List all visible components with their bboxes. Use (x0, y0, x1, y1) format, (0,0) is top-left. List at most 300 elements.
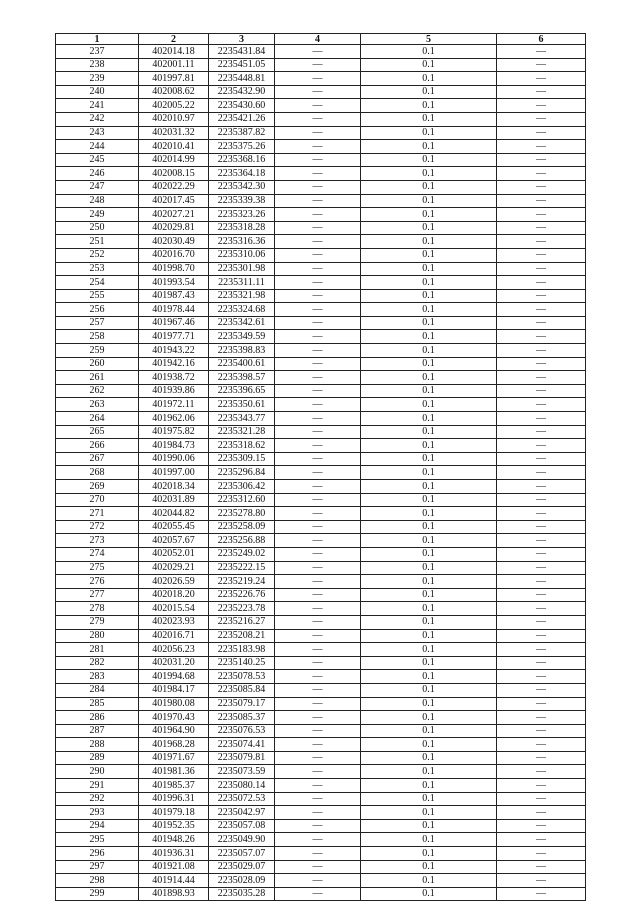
table-cell-col-6: — (497, 303, 586, 317)
table-cell-col-6: — (497, 819, 586, 833)
table-cell-col-1: 271 (56, 507, 139, 521)
table-cell-col-3: 2235343.77 (209, 412, 275, 426)
table-cell-col-1: 255 (56, 289, 139, 303)
table-cell-col-2: 401972.11 (139, 398, 209, 412)
table-row (56, 466, 586, 480)
table-cell-col-4: — (275, 330, 361, 344)
table-body (56, 45, 586, 901)
table-cell-col-5: 0.1 (361, 248, 497, 262)
table-cell-col-1: 293 (56, 806, 139, 820)
table-cell-col-5: 0.1 (361, 874, 497, 888)
table-cell-col-2: 402055.45 (139, 520, 209, 534)
table-cell-col-4: — (275, 303, 361, 317)
table-cell-col-4: — (275, 847, 361, 861)
table-cell-col-4: — (275, 384, 361, 398)
table-cell-col-1: 240 (56, 85, 139, 99)
table-cell-col-4: — (275, 167, 361, 181)
table-row (56, 153, 586, 167)
table-cell-col-1: 283 (56, 670, 139, 684)
table-cell-col-1: 251 (56, 235, 139, 249)
table-row (56, 874, 586, 888)
table-cell-col-2: 401979.18 (139, 806, 209, 820)
table-cell-col-1: 276 (56, 575, 139, 589)
table-cell-col-3: 2235226.76 (209, 588, 275, 602)
table-row (56, 751, 586, 765)
table-row (56, 452, 586, 466)
table-cell-col-3: 2235350.61 (209, 398, 275, 412)
table-cell-col-6: — (497, 208, 586, 222)
table-cell-col-1: 263 (56, 398, 139, 412)
table-cell-col-2: 402027.21 (139, 208, 209, 222)
table-cell-col-1: 246 (56, 167, 139, 181)
table-cell-col-6: — (497, 874, 586, 888)
table-cell-col-5: 0.1 (361, 860, 497, 874)
table-cell-col-4: — (275, 126, 361, 140)
table-cell-col-2: 401980.08 (139, 697, 209, 711)
table-row (56, 711, 586, 725)
table-cell-col-6: — (497, 643, 586, 657)
table-cell-col-4: — (275, 547, 361, 561)
table-row (56, 779, 586, 793)
table-cell-col-3: 2235342.61 (209, 316, 275, 330)
table-cell-col-5: 0.1 (361, 303, 497, 317)
table-cell-col-5: 0.1 (361, 153, 497, 167)
table-cell-col-4: — (275, 221, 361, 235)
table-row (56, 289, 586, 303)
table-row (56, 425, 586, 439)
table-cell-col-5: 0.1 (361, 194, 497, 208)
table-cell-col-5: 0.1 (361, 615, 497, 629)
table-cell-col-5: 0.1 (361, 493, 497, 507)
table-cell-col-5: 0.1 (361, 847, 497, 861)
table-cell-col-4: — (275, 58, 361, 72)
table-cell-col-3: 2235029.07 (209, 860, 275, 874)
table-cell-col-6: — (497, 262, 586, 276)
table-cell-col-5: 0.1 (361, 167, 497, 181)
table-cell-col-2: 401968.28 (139, 738, 209, 752)
table-cell-col-6: — (497, 765, 586, 779)
table-cell-col-4: — (275, 344, 361, 358)
table-cell-col-2: 402008.15 (139, 167, 209, 181)
table-row (56, 371, 586, 385)
table-cell-col-5: 0.1 (361, 221, 497, 235)
table-cell-col-3: 2235364.18 (209, 167, 275, 181)
table-cell-col-6: — (497, 398, 586, 412)
table-cell-col-2: 401938.72 (139, 371, 209, 385)
table-cell-col-6: — (497, 316, 586, 330)
header-row (56, 34, 586, 45)
table-cell-col-5: 0.1 (361, 765, 497, 779)
table-cell-col-5: 0.1 (361, 316, 497, 330)
table-cell-col-2: 401990.06 (139, 452, 209, 466)
table-row (56, 248, 586, 262)
table-cell-col-2: 402031.89 (139, 493, 209, 507)
table-cell-col-5: 0.1 (361, 575, 497, 589)
table-row (56, 765, 586, 779)
table-cell-col-1: 254 (56, 276, 139, 290)
table-cell-col-4: — (275, 425, 361, 439)
table-cell-col-2: 401978.44 (139, 303, 209, 317)
table-cell-col-2: 402029.81 (139, 221, 209, 235)
table-cell-col-1: 278 (56, 602, 139, 616)
table-cell-col-5: 0.1 (361, 208, 497, 222)
table-cell-col-6: — (497, 439, 586, 453)
table-cell-col-6: — (497, 534, 586, 548)
table-cell-col-6: — (497, 330, 586, 344)
table-row (56, 738, 586, 752)
table-cell-col-3: 2235035.28 (209, 887, 275, 901)
table-cell-col-4: — (275, 262, 361, 276)
table-cell-col-1: 288 (56, 738, 139, 752)
table-cell-col-1: 262 (56, 384, 139, 398)
table-cell-col-6: — (497, 751, 586, 765)
table-cell-col-1: 266 (56, 439, 139, 453)
table-cell-col-1: 279 (56, 615, 139, 629)
table-cell-col-5: 0.1 (361, 72, 497, 86)
table-cell-col-4: — (275, 99, 361, 113)
table-cell-col-5: 0.1 (361, 779, 497, 793)
table-cell-col-1: 299 (56, 887, 139, 901)
table-cell-col-4: — (275, 751, 361, 765)
table-cell-col-5: 0.1 (361, 751, 497, 765)
table-cell-col-1: 258 (56, 330, 139, 344)
table-cell-col-5: 0.1 (361, 112, 497, 126)
table-cell-col-1: 270 (56, 493, 139, 507)
table-cell-col-1: 250 (56, 221, 139, 235)
table-cell-col-4: — (275, 711, 361, 725)
table-cell-col-2: 401997.81 (139, 72, 209, 86)
column-header-1: 1 (56, 34, 139, 45)
table-cell-col-2: 402017.45 (139, 194, 209, 208)
table-cell-col-6: — (497, 126, 586, 140)
table-cell-col-6: — (497, 588, 586, 602)
table-cell-col-6: — (497, 344, 586, 358)
table-cell-col-2: 401948.26 (139, 833, 209, 847)
table-cell-col-6: — (497, 194, 586, 208)
table-cell-col-2: 402026.59 (139, 575, 209, 589)
table-cell-col-2: 402005.22 (139, 99, 209, 113)
table-row (56, 792, 586, 806)
table-cell-col-6: — (497, 887, 586, 901)
table-cell-col-4: — (275, 629, 361, 643)
table-row (56, 575, 586, 589)
table-cell-col-6: — (497, 779, 586, 793)
table-cell-col-3: 2235448.81 (209, 72, 275, 86)
table-row (56, 316, 586, 330)
table-cell-col-5: 0.1 (361, 697, 497, 711)
table-cell-col-6: — (497, 507, 586, 521)
table-row (56, 45, 586, 59)
table-cell-col-2: 402056.23 (139, 643, 209, 657)
table-cell-col-5: 0.1 (361, 371, 497, 385)
table-cell-col-1: 244 (56, 140, 139, 154)
table-cell-col-3: 2235249.02 (209, 547, 275, 561)
table-cell-col-1: 261 (56, 371, 139, 385)
table-cell-col-4: — (275, 208, 361, 222)
table-row (56, 72, 586, 86)
table-cell-col-6: — (497, 180, 586, 194)
table-cell-col-1: 282 (56, 656, 139, 670)
table-cell-col-3: 2235140.25 (209, 656, 275, 670)
column-header-4: 4 (275, 34, 361, 45)
table-cell-col-2: 402057.67 (139, 534, 209, 548)
table-cell-col-5: 0.1 (361, 629, 497, 643)
table-cell-col-3: 2235223.78 (209, 602, 275, 616)
table-row (56, 439, 586, 453)
table-cell-col-1: 248 (56, 194, 139, 208)
table-cell-col-6: — (497, 575, 586, 589)
table-row (56, 534, 586, 548)
table-cell-col-3: 2235080.14 (209, 779, 275, 793)
table-row (56, 344, 586, 358)
table-row (56, 629, 586, 643)
table-cell-col-1: 277 (56, 588, 139, 602)
table-cell-col-2: 402052.01 (139, 547, 209, 561)
table-cell-col-6: — (497, 493, 586, 507)
table-cell-col-6: — (497, 466, 586, 480)
column-header-6: 6 (497, 34, 586, 45)
table-row (56, 724, 586, 738)
table-cell-col-4: — (275, 112, 361, 126)
table-row (56, 235, 586, 249)
table-cell-col-6: — (497, 561, 586, 575)
table-cell-col-5: 0.1 (361, 180, 497, 194)
table-row (56, 547, 586, 561)
coordinates-table (55, 33, 586, 901)
table-cell-col-3: 2235342.30 (209, 180, 275, 194)
table-cell-col-2: 401962.06 (139, 412, 209, 426)
table-cell-col-3: 2235349.59 (209, 330, 275, 344)
table-cell-col-2: 402022.29 (139, 180, 209, 194)
table-cell-col-3: 2235028.09 (209, 874, 275, 888)
table-cell-col-2: 401898.93 (139, 887, 209, 901)
table-cell-col-1: 289 (56, 751, 139, 765)
table-cell-col-1: 287 (56, 724, 139, 738)
table-row (56, 112, 586, 126)
table-cell-col-2: 401981.36 (139, 765, 209, 779)
table-cell-col-2: 401987.43 (139, 289, 209, 303)
table-cell-col-6: — (497, 847, 586, 861)
table-cell-col-1: 296 (56, 847, 139, 861)
table-cell-col-2: 402044.82 (139, 507, 209, 521)
table-cell-col-4: — (275, 235, 361, 249)
table-cell-col-4: — (275, 534, 361, 548)
table-row (56, 643, 586, 657)
table-cell-col-6: — (497, 425, 586, 439)
table-cell-col-1: 297 (56, 860, 139, 874)
table-cell-col-3: 2235339.38 (209, 194, 275, 208)
table-cell-col-1: 238 (56, 58, 139, 72)
table-cell-col-2: 402029.21 (139, 561, 209, 575)
table-cell-col-3: 2235398.57 (209, 371, 275, 385)
table-cell-col-2: 402014.18 (139, 45, 209, 59)
table-cell-col-4: — (275, 683, 361, 697)
table-cell-col-6: — (497, 656, 586, 670)
table-cell-col-2: 402016.71 (139, 629, 209, 643)
table-row (56, 99, 586, 113)
table-cell-col-2: 402014.99 (139, 153, 209, 167)
table-header (56, 34, 586, 45)
table-cell-col-6: — (497, 547, 586, 561)
table-cell-col-5: 0.1 (361, 588, 497, 602)
table-cell-col-5: 0.1 (361, 357, 497, 371)
table-cell-col-1: 260 (56, 357, 139, 371)
table-cell-col-3: 2235278.80 (209, 507, 275, 521)
table-row (56, 180, 586, 194)
table-row (56, 520, 586, 534)
table-cell-col-1: 290 (56, 765, 139, 779)
table-cell-col-5: 0.1 (361, 425, 497, 439)
table-cell-col-3: 2235296.84 (209, 466, 275, 480)
table-cell-col-2: 402010.97 (139, 112, 209, 126)
table-cell-col-3: 2235085.84 (209, 683, 275, 697)
table-cell-col-4: — (275, 507, 361, 521)
table-cell-col-6: — (497, 452, 586, 466)
table-row (56, 58, 586, 72)
table-cell-col-1: 269 (56, 480, 139, 494)
table-cell-col-3: 2235078.53 (209, 670, 275, 684)
table-cell-col-5: 0.1 (361, 384, 497, 398)
table-cell-col-4: — (275, 588, 361, 602)
table-cell-col-5: 0.1 (361, 806, 497, 820)
table-cell-col-3: 2235368.16 (209, 153, 275, 167)
table-row (56, 480, 586, 494)
table-cell-col-5: 0.1 (361, 140, 497, 154)
table-row (56, 806, 586, 820)
table-row (56, 819, 586, 833)
table-cell-col-3: 2235312.60 (209, 493, 275, 507)
table-cell-col-5: 0.1 (361, 412, 497, 426)
table-row (56, 167, 586, 181)
table-cell-col-6: — (497, 45, 586, 59)
table-cell-col-4: — (275, 248, 361, 262)
table-cell-col-1: 298 (56, 874, 139, 888)
table-cell-col-2: 401943.22 (139, 344, 209, 358)
table-row (56, 887, 586, 901)
table-cell-col-4: — (275, 371, 361, 385)
table-cell-col-4: — (275, 194, 361, 208)
table-cell-col-6: — (497, 248, 586, 262)
table-cell-col-1: 291 (56, 779, 139, 793)
table-cell-col-4: — (275, 670, 361, 684)
table-cell-col-3: 2235057.07 (209, 847, 275, 861)
table-cell-col-4: — (275, 289, 361, 303)
table-row (56, 221, 586, 235)
table-cell-col-6: — (497, 112, 586, 126)
table-cell-col-1: 292 (56, 792, 139, 806)
table-cell-col-4: — (275, 357, 361, 371)
table-row (56, 412, 586, 426)
table-cell-col-4: — (275, 466, 361, 480)
table-cell-col-4: — (275, 561, 361, 575)
table-cell-col-2: 401996.31 (139, 792, 209, 806)
table-cell-col-5: 0.1 (361, 561, 497, 575)
table-cell-col-3: 2235432.90 (209, 85, 275, 99)
table-cell-col-1: 264 (56, 412, 139, 426)
table-cell-col-4: — (275, 602, 361, 616)
table-cell-col-1: 265 (56, 425, 139, 439)
table-row (56, 833, 586, 847)
table-cell-col-6: — (497, 371, 586, 385)
table-cell-col-2: 401994.68 (139, 670, 209, 684)
table-cell-col-4: — (275, 874, 361, 888)
table-cell-col-3: 2235256.88 (209, 534, 275, 548)
table-cell-col-4: — (275, 738, 361, 752)
table-cell-col-5: 0.1 (361, 99, 497, 113)
table-cell-col-5: 0.1 (361, 711, 497, 725)
table-cell-col-5: 0.1 (361, 480, 497, 494)
table-cell-col-6: — (497, 167, 586, 181)
table-cell-col-3: 2235451.05 (209, 58, 275, 72)
table-cell-col-3: 2235073.59 (209, 765, 275, 779)
table-cell-col-5: 0.1 (361, 602, 497, 616)
table-cell-col-3: 2235430.60 (209, 99, 275, 113)
table-cell-col-3: 2235421.26 (209, 112, 275, 126)
table-row (56, 330, 586, 344)
table-cell-col-2: 401936.31 (139, 847, 209, 861)
table-cell-col-4: — (275, 520, 361, 534)
table-cell-col-5: 0.1 (361, 738, 497, 752)
table-cell-col-1: 257 (56, 316, 139, 330)
table-cell-col-4: — (275, 153, 361, 167)
table-cell-col-4: — (275, 887, 361, 901)
table-cell-col-4: — (275, 833, 361, 847)
table-row (56, 140, 586, 154)
table-row (56, 276, 586, 290)
table-cell-col-4: — (275, 276, 361, 290)
table-cell-col-4: — (275, 724, 361, 738)
table-cell-col-3: 2235183.98 (209, 643, 275, 657)
table-cell-col-1: 273 (56, 534, 139, 548)
table-row (56, 847, 586, 861)
table-cell-col-6: — (497, 289, 586, 303)
table-cell-col-3: 2235301.98 (209, 262, 275, 276)
table-cell-col-3: 2235323.26 (209, 208, 275, 222)
table-cell-col-2: 401993.54 (139, 276, 209, 290)
table-cell-col-2: 402001.11 (139, 58, 209, 72)
table-cell-col-2: 401977.71 (139, 330, 209, 344)
table-cell-col-6: — (497, 520, 586, 534)
table-cell-col-3: 2235049.90 (209, 833, 275, 847)
table-cell-col-2: 401971.67 (139, 751, 209, 765)
table-cell-col-4: — (275, 45, 361, 59)
table-cell-col-1: 274 (56, 547, 139, 561)
table-cell-col-3: 2235321.28 (209, 425, 275, 439)
table-cell-col-2: 401967.46 (139, 316, 209, 330)
table-cell-col-6: — (497, 860, 586, 874)
table-cell-col-1: 241 (56, 99, 139, 113)
table-cell-col-5: 0.1 (361, 330, 497, 344)
table-cell-col-1: 280 (56, 629, 139, 643)
table-cell-col-6: — (497, 276, 586, 290)
table-cell-col-6: — (497, 833, 586, 847)
table-row (56, 683, 586, 697)
table-cell-col-1: 285 (56, 697, 139, 711)
table-cell-col-5: 0.1 (361, 262, 497, 276)
table-cell-col-3: 2235398.83 (209, 344, 275, 358)
table-cell-col-1: 275 (56, 561, 139, 575)
table-cell-col-4: — (275, 316, 361, 330)
table-cell-col-6: — (497, 412, 586, 426)
column-header-3: 3 (209, 34, 275, 45)
table-cell-col-6: — (497, 85, 586, 99)
table-cell-col-4: — (275, 643, 361, 657)
table-cell-col-1: 267 (56, 452, 139, 466)
table-cell-col-2: 401942.16 (139, 357, 209, 371)
table-row (56, 126, 586, 140)
table-cell-col-1: 239 (56, 72, 139, 86)
table-cell-col-5: 0.1 (361, 58, 497, 72)
